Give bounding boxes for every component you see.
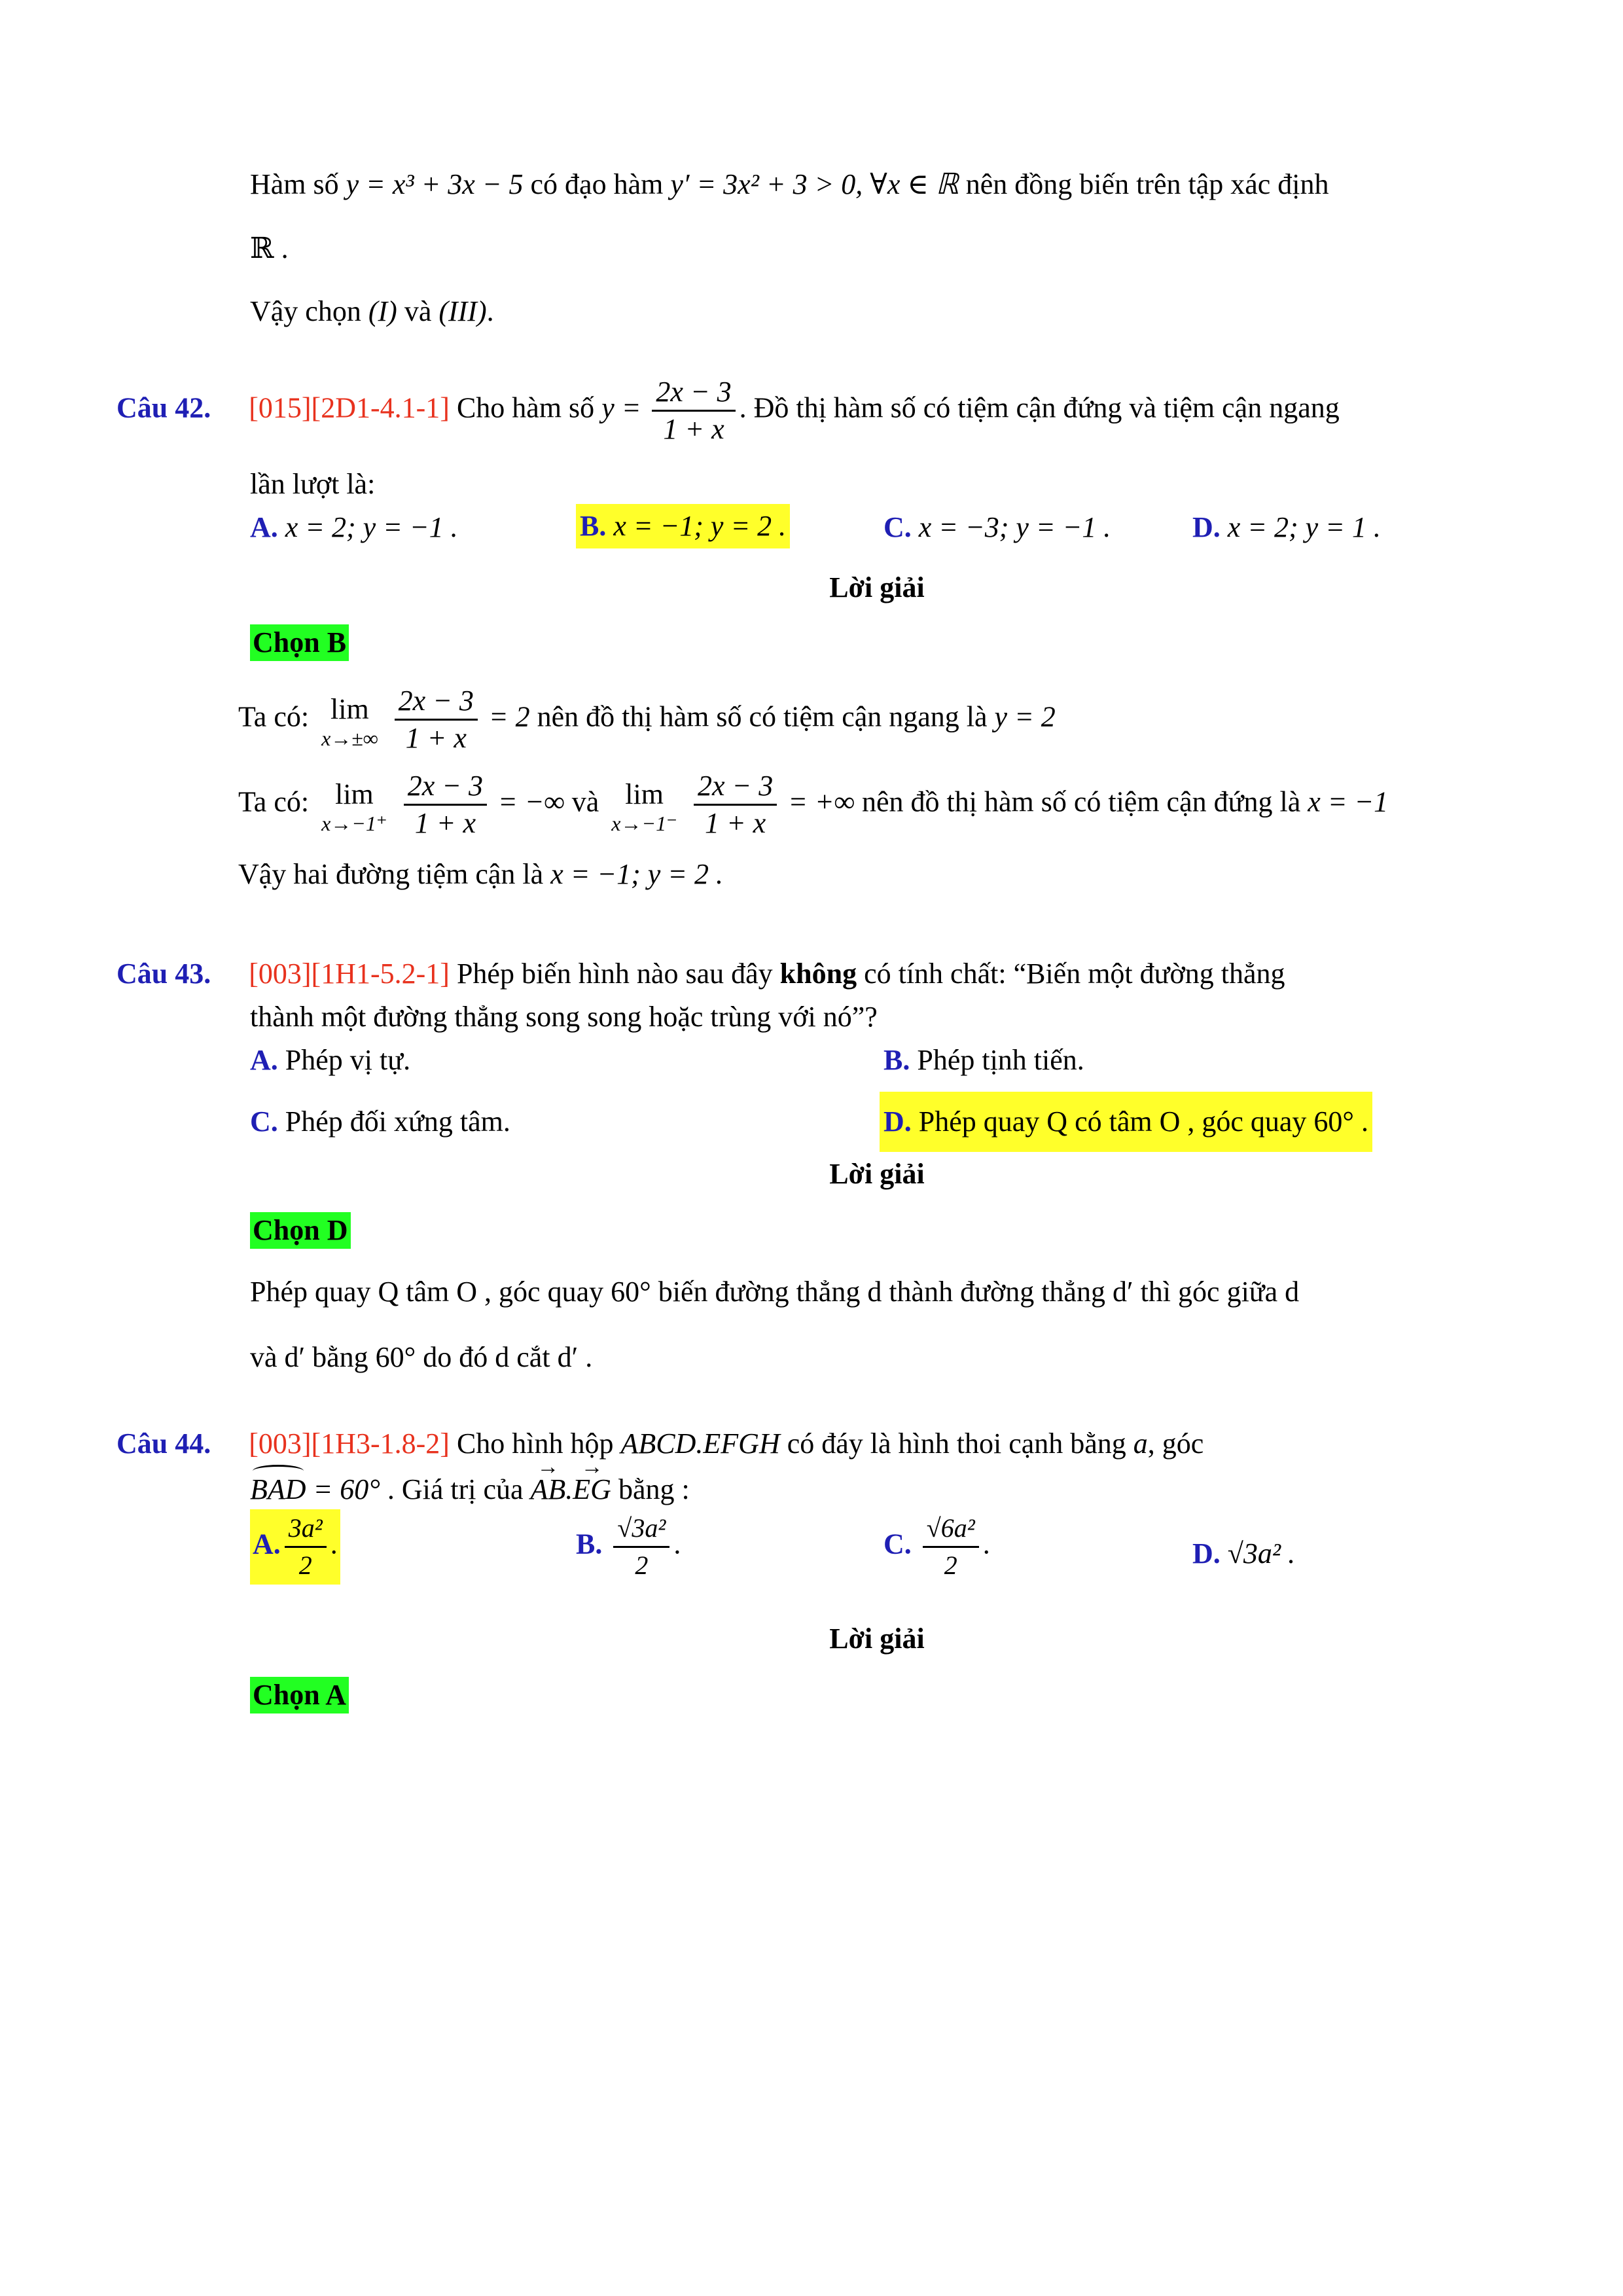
- q43-line2: thành một đường thẳng song song hoặc trùng với nó”?: [250, 1001, 878, 1033]
- denominator: 2: [944, 1551, 957, 1580]
- math: (III): [438, 295, 487, 327]
- text: Phép biến hình nào sau đây: [456, 958, 773, 990]
- text: có tính chất: “Biến một đường thẳng: [864, 958, 1285, 990]
- q42-line1: [116, 376, 1340, 446]
- q44-line1: [116, 1426, 1204, 1462]
- option-letter: C.: [250, 1105, 278, 1138]
- option-value: Phép đối xứng tâm.: [285, 1105, 510, 1138]
- lim-sub: x→±∞: [321, 726, 378, 750]
- math-func: y = x³ + 3x − 5: [346, 168, 524, 200]
- q43-option-b: [883, 1042, 1084, 1079]
- intro-line3: [250, 293, 494, 330]
- text: .: [486, 295, 494, 327]
- fraction: [694, 770, 777, 840]
- limit: [611, 776, 677, 834]
- math: = −∞: [498, 785, 565, 818]
- text: . Giá trị của: [387, 1473, 524, 1505]
- q43-sol1: Phép quay Q tâm O , góc quay 60° biến đường thẳng d thành đường thẳng d′ thì góc giữa d: [250, 1276, 1300, 1308]
- option-letter: D.: [1192, 511, 1221, 543]
- question-code: [003][1H1-5.2-1]: [249, 958, 450, 990]
- q43-choice: Chọn D: [250, 1212, 351, 1249]
- limit: [321, 776, 387, 834]
- option-letter: A.: [250, 1044, 278, 1076]
- text: Vậy chọn: [250, 295, 361, 327]
- math: (I): [368, 295, 397, 327]
- lim-word: lim: [330, 692, 369, 725]
- text: có đáy là hình thoi cạnh bằng: [787, 1427, 1126, 1460]
- lim-sub: x→−1⁺: [321, 811, 387, 835]
- denominator: 1 + x: [663, 413, 724, 445]
- denominator: 1 + x: [405, 722, 467, 754]
- text: Cho hàm số: [456, 391, 595, 424]
- text: và: [404, 295, 432, 327]
- q43-option-d: [880, 1092, 1372, 1152]
- fraction: [652, 376, 735, 446]
- q44-solution-title: Lời giải: [829, 1623, 925, 1655]
- fraction: [923, 1512, 979, 1582]
- text: nên đồ thị hàm số có tiệm cận ngang là: [537, 700, 988, 733]
- denominator: 2: [298, 1551, 312, 1580]
- option-letter: B.: [883, 1044, 910, 1076]
- math: = 2: [488, 700, 530, 733]
- math: y =: [601, 391, 641, 424]
- angle-hat: BAD: [250, 1471, 306, 1508]
- intro-line2: ℝ .: [250, 232, 289, 264]
- q44-option-b: B. $\frac{\text{√3a²}}{2}$ .: [576, 1512, 681, 1582]
- text: có đạo hàm: [530, 168, 664, 200]
- q44-option-a: A. $\frac{\text{3a²}}{2}$ .: [250, 1509, 340, 1585]
- q42-option-d: [1192, 509, 1381, 546]
- text: và: [571, 785, 599, 818]
- option-value: Phép vị tự.: [285, 1044, 411, 1076]
- denominator: 1 + x: [414, 807, 476, 839]
- numerator: 2x − 3: [694, 770, 777, 806]
- text: Vậy hai đường tiệm cận là: [238, 858, 544, 890]
- q44-option-d: [1192, 1535, 1295, 1572]
- lim-sub: x→−1⁻: [611, 811, 677, 835]
- lim-word: lim: [335, 778, 374, 810]
- question-label: Câu 44.: [116, 1427, 211, 1460]
- math: y = 2: [994, 700, 1056, 733]
- math: ABCD.EFGH: [620, 1427, 780, 1460]
- option-value: √3a² .: [1227, 1537, 1296, 1570]
- option-letter: D.: [883, 1105, 912, 1138]
- fraction: [285, 1512, 327, 1582]
- intro-line1: [250, 166, 1329, 203]
- q42-line2: lần lượt là:: [250, 468, 376, 500]
- question-code: [003][1H3-1.8-2]: [249, 1427, 450, 1460]
- text: nên đồng biến trên tập xác định: [965, 168, 1329, 200]
- math: = +∞: [788, 785, 855, 818]
- fraction: [404, 770, 487, 840]
- q42-sol2: [238, 770, 1388, 840]
- math: x = −1; y = 2 .: [550, 858, 723, 890]
- option-letter: C.: [883, 1528, 912, 1560]
- option-value: Phép quay Q có tâm O , góc quay 60° .: [918, 1105, 1369, 1138]
- question-label: Câu 43.: [116, 958, 211, 990]
- text: nên đồ thị hàm số có tiệm cận đứng là: [861, 785, 1301, 818]
- text: bằng :: [618, 1473, 690, 1505]
- option-value: Phép tịnh tiến.: [917, 1044, 1084, 1076]
- math: = 60°: [313, 1473, 380, 1505]
- option-value: x = 2; y = 1 .: [1227, 511, 1381, 543]
- q44-line2: [250, 1471, 690, 1508]
- option-value: x = −3; y = −1 .: [918, 511, 1111, 543]
- fraction: [395, 685, 478, 755]
- option-letter: B.: [580, 510, 607, 542]
- text: Ta có:: [238, 700, 310, 733]
- vector: → EG: [573, 1471, 611, 1508]
- text: Ta có:: [238, 785, 310, 818]
- math: .: [565, 1473, 573, 1505]
- denominator: 1 + x: [704, 807, 766, 839]
- option-letter: A.: [253, 1528, 281, 1560]
- q42-sol1: [238, 685, 1056, 755]
- numerator: 2x − 3: [652, 376, 735, 412]
- numerator: 2x − 3: [404, 770, 487, 806]
- text: Cho hình hộp: [456, 1427, 614, 1460]
- fraction: [613, 1512, 669, 1582]
- math: x = −1: [1308, 785, 1389, 818]
- q43-solution-title: Lời giải: [829, 1158, 925, 1190]
- text: , góc: [1147, 1427, 1204, 1460]
- numerator: 3a²: [285, 1512, 327, 1548]
- q42-option-c: [883, 509, 1111, 546]
- q43-line1: [116, 956, 1285, 992]
- denominator: 2: [635, 1551, 649, 1580]
- numerator: √3a²: [613, 1512, 669, 1548]
- q42-option-a: [250, 509, 458, 546]
- option-value: x = −1; y = 2 .: [613, 510, 787, 542]
- lim-word: lim: [625, 778, 664, 810]
- q43-sol2: và d′ bằng 60° do đó d cắt d′ .: [250, 1341, 593, 1373]
- text: . Đồ thị hàm số có tiệm cận đứng và tiệm cận ngang: [739, 391, 1340, 424]
- option-value: x = 2; y = −1 .: [285, 511, 458, 543]
- q44-choice: Chọn A: [250, 1677, 349, 1713]
- text: Hàm số: [250, 168, 339, 200]
- q42-option-b: [576, 504, 790, 548]
- vector: → AB: [531, 1471, 566, 1508]
- option-letter: C.: [883, 511, 912, 543]
- q42-solution-title: Lời giải: [829, 571, 925, 603]
- q42-choice: Chọn B: [250, 624, 349, 661]
- question-code: [015][2D1-4.1-1]: [249, 391, 450, 424]
- option-letter: D.: [1192, 1537, 1221, 1570]
- q43-option-c: [250, 1103, 510, 1140]
- q43-option-a: [250, 1042, 410, 1079]
- option-letter: B.: [576, 1528, 603, 1560]
- math: a: [1133, 1427, 1148, 1460]
- limit: [321, 691, 378, 749]
- question-label: Câu 42.: [116, 391, 211, 424]
- numerator: √6a²: [923, 1512, 979, 1548]
- q44-option-c: C. $\frac{\text{√6a²}}{2}$ .: [883, 1512, 990, 1582]
- math-deriv: y′ = 3x² + 3 > 0, ∀x ∈ ℝ: [670, 168, 959, 200]
- text-bold: không: [779, 958, 857, 990]
- q42-sol3: [238, 856, 723, 893]
- numerator: 2x − 3: [395, 685, 478, 721]
- option-letter: A.: [250, 511, 278, 543]
